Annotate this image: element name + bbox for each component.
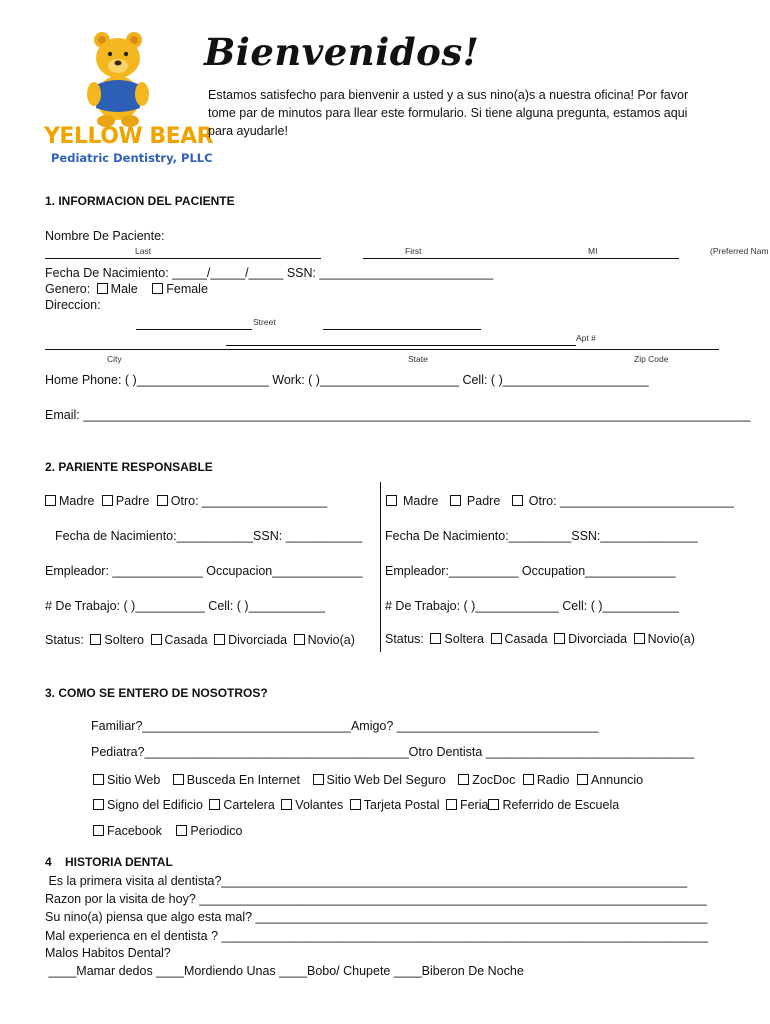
section2-heading: 2. PARIENTE RESPONSABLE: [45, 460, 213, 474]
intro-text: Estamos satisfecho para bienvenir a usted y a sus nino(a)s a nuestra oficina! Por favor tome par de minutos para llear este formulario. Si tiene alguna pregunta, estamos aqui para ayudarle!: [208, 88, 689, 138]
preferred-caption: (Preferred Nam: [710, 246, 769, 256]
periodico-label: Periodico: [190, 824, 243, 838]
left-phones[interactable]: # De Trabajo: ( )__________ Cell: ( )___________: [45, 599, 326, 613]
section4-heading: 4 HISTORIA DENTAL: [45, 855, 173, 869]
patient-name-label: Nombre De Paciente:: [45, 229, 165, 243]
left-dob-ssn[interactable]: Fecha de Nacimiento:___________SSN: ___________: [55, 529, 363, 543]
divorciada-label: Divorciada: [568, 632, 628, 646]
logo: [44, 28, 214, 168]
left-relation-row: [45, 494, 327, 508]
brand-subtitle: Pediatric Dentistry, PLLC: [51, 151, 213, 165]
busqueda-checkbox[interactable]: [173, 774, 184, 785]
madre-checkbox[interactable]: [45, 495, 56, 506]
street-field-b[interactable]: [323, 329, 481, 330]
divorciada-checkbox[interactable]: [214, 634, 225, 645]
source-row-3: [93, 824, 243, 838]
madre-label: Madre: [403, 494, 439, 508]
last-caption: Last: [135, 246, 152, 256]
otro-field[interactable]: Otro: __________________: [170, 494, 328, 508]
street-caption: Street: [253, 317, 276, 327]
casada-label: Casada: [504, 632, 548, 646]
source-row-1: [93, 773, 643, 787]
feria-label: Feria: [459, 798, 489, 812]
volantes-checkbox[interactable]: [281, 799, 292, 810]
feria-checkbox[interactable]: [446, 799, 457, 810]
email-field[interactable]: Email: ________________________________________________________________________________________________: [45, 408, 751, 422]
annuncio-label: Annuncio: [591, 773, 644, 787]
facebook-label: Facebook: [107, 824, 162, 838]
status-label: Status:: [385, 632, 424, 646]
right-phones[interactable]: # De Trabajo: ( )____________ Cell: ( )___________: [385, 599, 679, 613]
last-name-field[interactable]: [45, 258, 321, 259]
soltera-label: Soltera: [444, 632, 485, 646]
radio-label: Radio: [536, 773, 570, 787]
divorciada-label: Divorciada: [228, 633, 288, 647]
male-checkbox[interactable]: [97, 283, 108, 294]
source-row-2: [93, 798, 619, 812]
gender-row: [45, 282, 208, 296]
habits-options[interactable]: ____Mamar dedos ____Mordiendo Unas ____Bobo/ Chupete ____Biberon De Noche: [45, 964, 524, 978]
address-label: Direccion:: [45, 298, 101, 312]
sitio-web-label: Sitio Web: [107, 773, 161, 787]
column-divider: [380, 482, 381, 652]
otro-field[interactable]: Otro: _________________________: [528, 494, 734, 508]
sitio-web-checkbox[interactable]: [93, 774, 104, 785]
section3-heading: 3. COMO SE ENTERO DE NOSOTROS?: [45, 686, 268, 700]
madre-checkbox[interactable]: [386, 495, 397, 506]
left-status-row: [45, 633, 355, 647]
left-employer[interactable]: Empleador: _____________ Occupacion_____________: [45, 564, 363, 578]
apt-field[interactable]: [226, 345, 576, 346]
female-checkbox[interactable]: [152, 283, 163, 294]
referrido-label: Referrido de Escuela: [502, 798, 620, 812]
pediatra-otro-field[interactable]: Pediatra?______________________________________Otro Dentista ______________________________: [91, 745, 695, 759]
male-label: Male: [110, 282, 138, 296]
sitio-seguro-checkbox[interactable]: [313, 774, 324, 785]
casada-checkbox[interactable]: [151, 634, 162, 645]
bad-habits-label: Malos Habitos Dental?: [45, 946, 171, 960]
casada-label: Casada: [164, 633, 208, 647]
novio-label: Novio(a): [647, 632, 695, 646]
zocdoc-label: ZocDoc: [472, 773, 516, 787]
section1-heading: 1. INFORMACION DEL PACIENTE: [45, 194, 235, 208]
first-name-field[interactable]: [363, 258, 679, 259]
state-caption: State: [408, 354, 428, 364]
page-title: Bienvenidos!: [204, 30, 480, 74]
referrido-checkbox[interactable]: [488, 799, 499, 810]
padre-label: Padre: [115, 494, 150, 508]
otro-checkbox[interactable]: [157, 495, 168, 506]
female-label: Female: [166, 282, 208, 296]
phones-field[interactable]: Home Phone: ( )___________________ Work: ( )____________________ Cell: ( )_____________________: [45, 373, 649, 387]
facebook-checkbox[interactable]: [93, 825, 104, 836]
city-caption: City: [107, 354, 122, 364]
padre-label: Padre: [466, 494, 501, 508]
volantes-label: Volantes: [295, 798, 344, 812]
first-caption: First: [405, 246, 422, 256]
zip-caption: Zip Code: [634, 354, 669, 364]
padre-checkbox[interactable]: [450, 495, 461, 506]
otro-checkbox[interactable]: [512, 495, 523, 506]
familiar-amigo-field[interactable]: Familiar?______________________________Amigo? _____________________________: [91, 719, 599, 733]
sitio-seguro-label: Sitio Web Del Seguro: [326, 773, 446, 787]
city-state-zip-field[interactable]: [45, 349, 719, 350]
right-relation-row: [386, 494, 734, 508]
tarjeta-label: Tarjeta Postal: [363, 798, 440, 812]
annuncio-checkbox[interactable]: [577, 774, 588, 785]
bear-mascot-icon: [44, 28, 194, 128]
dob-ssn-field[interactable]: Fecha De Nacimiento: _____/_____/_____ SSN: _________________________: [45, 266, 494, 280]
child-thinks-field[interactable]: Su nino(a) piensa que algo esta mal? _________________________________________________________________: [45, 910, 708, 924]
right-employer[interactable]: Empleador:__________ Occupation_____________: [385, 564, 676, 578]
signo-label: Signo del Edificio: [107, 798, 203, 812]
tarjeta-checkbox[interactable]: [350, 799, 361, 810]
zocdoc-checkbox[interactable]: [458, 774, 469, 785]
gender-label: Genero:: [45, 282, 91, 296]
casada-checkbox[interactable]: [491, 633, 502, 644]
apt-caption: Apt #: [576, 333, 596, 343]
soltero-label: Soltero: [104, 633, 145, 647]
busqueda-label: Busceda En Internet: [186, 773, 301, 787]
mi-caption: MI: [588, 246, 598, 256]
radio-checkbox[interactable]: [523, 774, 534, 785]
brand-name: YELLOW BEAR: [44, 124, 214, 149]
bad-experience-field[interactable]: Mal experienca en el dentista ? ______________________________________________________________________: [45, 929, 709, 943]
divorciada-checkbox[interactable]: [554, 633, 565, 644]
cartelera-checkbox[interactable]: [209, 799, 220, 810]
soltero-checkbox[interactable]: [90, 634, 101, 645]
novio-checkbox[interactable]: [294, 634, 305, 645]
status-label: Status:: [45, 633, 84, 647]
madre-label: Madre: [59, 494, 95, 508]
novio-checkbox[interactable]: [634, 633, 645, 644]
first-visit-field[interactable]: Es la primera visita al dentista?___________________________________________________________________: [45, 874, 688, 888]
periodico-checkbox[interactable]: [176, 825, 187, 836]
cartelera-label: Cartelera: [223, 798, 275, 812]
novio-label: Novio(a): [307, 633, 355, 647]
signo-checkbox[interactable]: [93, 799, 104, 810]
padre-checkbox[interactable]: [102, 495, 113, 506]
right-dob-ssn[interactable]: Fecha De Nacimiento:_________SSN:______________: [385, 529, 698, 543]
reason-visit-field[interactable]: Razon por la visita de hoy? _________________________________________________________________________: [45, 892, 707, 906]
soltera-checkbox[interactable]: [430, 633, 441, 644]
street-field-a[interactable]: [136, 329, 252, 330]
right-status-row: [385, 632, 695, 646]
